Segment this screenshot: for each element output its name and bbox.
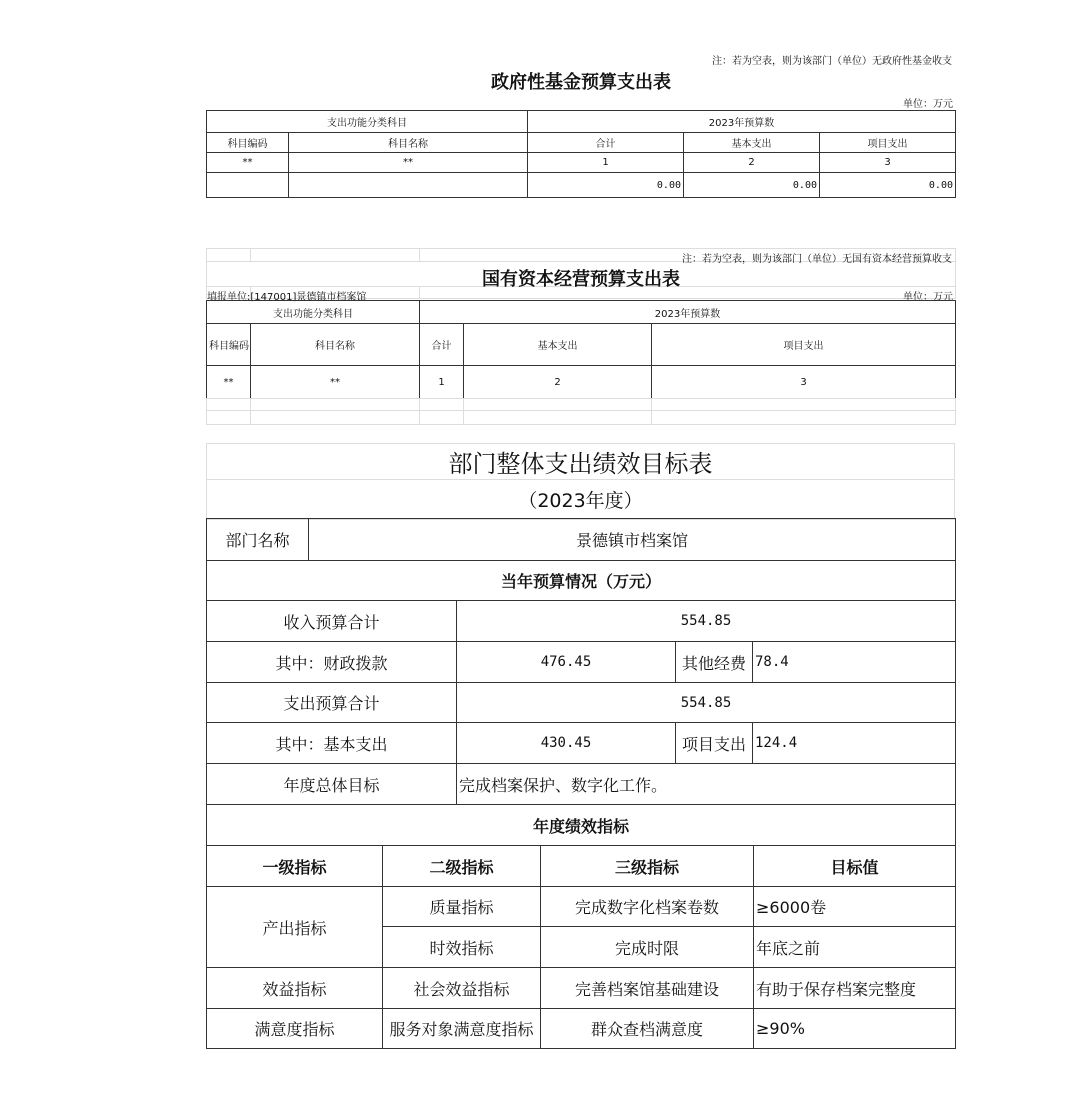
header-func: 支出功能分类科目 — [207, 301, 420, 324]
perf-title-block — [206, 443, 955, 520]
filler-unit: 填报单位:[147001]景德镇市档案馆 — [207, 292, 367, 303]
gov-fund-unit: 单位：万元 — [903, 99, 953, 110]
level2: 时效指标 — [383, 927, 541, 968]
dept-label: 部门名称 — [207, 519, 309, 561]
cell — [289, 173, 528, 198]
header-total: 合计 — [420, 324, 464, 366]
fiscal-label: 其中：财政拨款 — [207, 642, 457, 683]
perf-title: 部门整体支出绩效目标表 — [207, 444, 955, 480]
cell: 0.00 — [528, 173, 684, 198]
cell: 0.00 — [820, 173, 956, 198]
cell: 2 — [464, 366, 652, 399]
index-row — [207, 153, 956, 173]
col-level1: 一级指标 — [207, 846, 383, 887]
table-row — [207, 887, 956, 927]
header-name: 科目名称 — [251, 324, 420, 366]
level2: 社会效益指标 — [383, 968, 541, 1009]
perf-budget-table — [206, 518, 956, 846]
cell: 2 — [684, 153, 820, 173]
cell: ** — [251, 366, 420, 399]
table-row — [207, 1009, 956, 1049]
other-value: 78.4 — [753, 642, 956, 683]
cell: 3 — [652, 366, 956, 399]
table-row — [207, 173, 956, 198]
header-basic: 基本支出 — [684, 133, 820, 153]
expense-label: 支出预算合计 — [207, 683, 457, 723]
cell: 1 — [528, 153, 684, 173]
basic-value: 430.45 — [457, 723, 676, 764]
target: 有助于保存档案完整度 — [754, 968, 956, 1009]
goal-label: 年度总体目标 — [207, 764, 457, 805]
header-year: 2023年预算数 — [420, 301, 956, 324]
header-basic: 基本支出 — [464, 324, 652, 366]
state-capital-note: 注：若为空表，则为该部门（单位）无国有资本经营预算收支 — [682, 254, 952, 265]
income-label: 收入预算合计 — [207, 601, 457, 642]
income-value: 554.85 — [457, 601, 956, 642]
budget-header: 当年预算情况（万元） — [207, 561, 956, 601]
goal-value: 完成档案保护、数字化工作。 — [457, 764, 956, 805]
header-name: 科目名称 — [289, 133, 528, 153]
state-capital-title: 国有资本经营预算支出表 — [482, 269, 680, 290]
project-value: 124.4 — [753, 723, 956, 764]
basic-label: 其中：基本支出 — [207, 723, 457, 764]
level1: 满意度指标 — [207, 1009, 383, 1049]
perf-indicator-table — [206, 845, 956, 1049]
cell: ** — [289, 153, 528, 173]
level3: 完善档案馆基础建设 — [541, 968, 754, 1009]
level3: 完成数字化档案卷数 — [541, 887, 754, 927]
col-level3: 三级指标 — [541, 846, 754, 887]
col-level2: 二级指标 — [383, 846, 541, 887]
cell: ** — [207, 153, 289, 173]
fiscal-value: 476.45 — [457, 642, 676, 683]
cell: 3 — [820, 153, 956, 173]
project-label: 项目支出 — [676, 723, 753, 764]
perf-subtitle: （2023年度） — [207, 480, 955, 520]
state-capital-table — [206, 300, 956, 399]
level2: 质量指标 — [383, 887, 541, 927]
index-row — [207, 366, 956, 399]
dept-value: 景德镇市档案馆 — [309, 519, 956, 561]
indicator-header: 年度绩效指标 — [207, 805, 956, 846]
col-target: 目标值 — [754, 846, 956, 887]
header-code: 科目编码 — [207, 324, 251, 366]
target: ≥90% — [754, 1009, 956, 1049]
level1: 产出指标 — [207, 887, 383, 968]
level1: 效益指标 — [207, 968, 383, 1009]
cell: 1 — [420, 366, 464, 399]
header-year: 2023年预算数 — [528, 111, 956, 133]
level3: 完成时限 — [541, 927, 754, 968]
cell — [207, 173, 289, 198]
header-project: 项目支出 — [652, 324, 956, 366]
other-label: 其他经费 — [676, 642, 753, 683]
level3: 群众查档满意度 — [541, 1009, 754, 1049]
target: 年底之前 — [754, 927, 956, 968]
header-code: 科目编码 — [207, 133, 289, 153]
cell: ** — [207, 366, 251, 399]
state-capital-empty-rows — [206, 398, 956, 425]
table-row — [207, 968, 956, 1009]
gov-fund-title: 政府性基金预算支出表 — [491, 72, 671, 93]
header-project: 项目支出 — [820, 133, 956, 153]
header-total: 合计 — [528, 133, 684, 153]
level2: 服务对象满意度指标 — [383, 1009, 541, 1049]
gov-fund-note: 注：若为空表，则为该部门（单位）无政府性基金收支 — [712, 56, 952, 67]
target: ≥6000卷 — [754, 887, 956, 927]
state-capital-unit: 单位：万元 — [903, 292, 953, 303]
expense-value: 554.85 — [457, 683, 956, 723]
header-func: 支出功能分类科目 — [207, 111, 528, 133]
gov-fund-table — [206, 110, 956, 198]
cell: 0.00 — [684, 173, 820, 198]
